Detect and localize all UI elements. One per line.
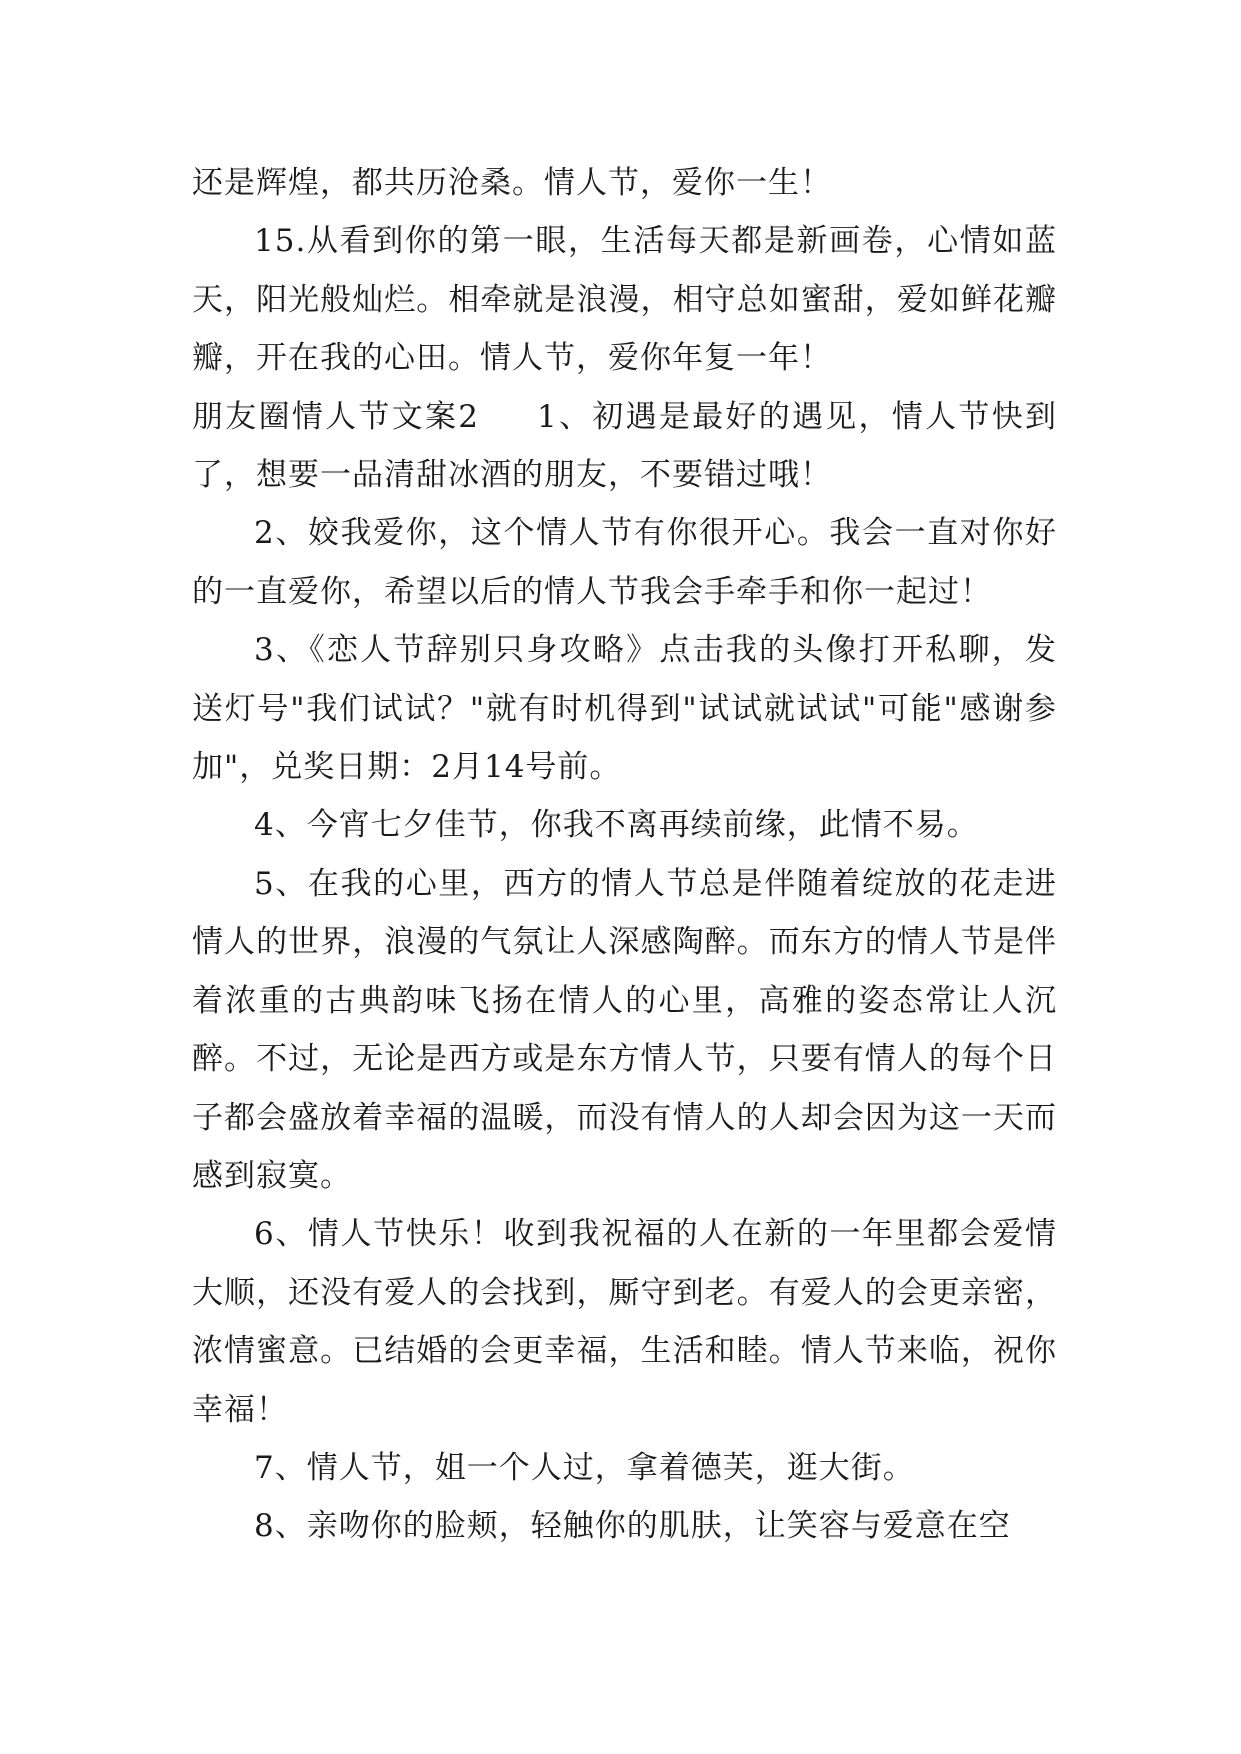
list-item-2: 2、姣我爱你，这个情人节有你很开心。我会一直对你好的一直爱你，希望以后的情人节我会手牵手和你一起过！ — [192, 515, 1057, 610]
list-item-5: 5、在我的心里，西方的情人节总是伴随着绽放的花走进情人的世界，浪漫的气氛让人深感陶醉。而东方的情人节是伴着浓重的古典韵味飞扬在情人的心里，高雅的姿态常让人沉醉。不过，无论是西方或是东方情人节，只要有情人的每个日子都会盛放着幸福的温暖，而没有情人的人却会因为这一天而感到寂寞。 — [192, 865, 1057, 1194]
section-heading: 朋友圈情人节文案2 — [192, 398, 479, 435]
paragraph-15: 15.从看到你的第一眼，生活每天都是新画卷，心情如蓝天，阳光般灿烂。相牵就是浪漫，相守总如蜜甜，爱如鲜花瓣瓣，开在我的心田。情人节，爱你年复一年！ — [192, 223, 1057, 377]
list-item-4: 4、今宵七夕佳节，你我不离再续前缘，此情不易。 — [254, 807, 979, 844]
section-heading-line — [192, 388, 1057, 505]
list-item-8: 8、亲吻你的脸颊，轻触你的肌肤，让笑容与爱意在空 — [254, 1508, 1011, 1545]
document-body — [192, 154, 1057, 1556]
list-item-6: 6、情人节快乐！收到我祝福的人在新的一年里都会爱情大顺，还没有爱人的会找到，厮守到老。有爱人的会更亲密，浓情蜜意。已结婚的会更幸福，生活和睦。情人节来临，祝你幸福！ — [192, 1216, 1057, 1428]
list-item-7: 7、情人节，姐一个人过，拿着德芙，逛大街。 — [254, 1449, 915, 1486]
list-item-1: 1、初遇是最好的遇见，情人节快到了，想要一品清甜冰酒的朋友，不要错过哦！ — [192, 398, 1057, 494]
list-item-3: 3、《恋人节辞别只身攻略》点击我的头像打开私聊，发送灯号"我们试试？"就有时机得到"试试就试试"可能"感谢参加"，兑奖日期：2月14号前。 — [192, 632, 1057, 786]
opening-fragment: 还是辉煌，都共历沧桑。情人节，爱你一生！ — [192, 165, 832, 201]
